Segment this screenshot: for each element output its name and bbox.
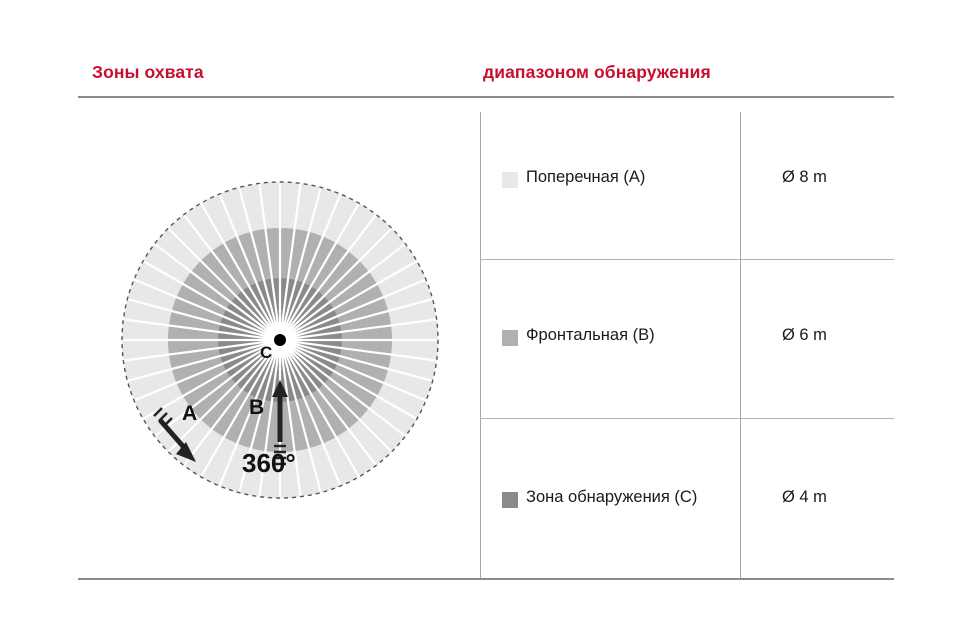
table-row [480,470,894,530]
zone-label-a: A [182,402,198,425]
sensor-center-dot [274,334,286,346]
bottom-divider [78,578,894,580]
legend-value-a: Ø 8 m [782,168,827,186]
legend-swatch-c [502,492,518,508]
legend-value-c: Ø 4 m [782,488,827,506]
legend-swatch-b [502,330,518,346]
legend-swatch-a [502,172,518,188]
page-title-detection-range: диапазоном обнаружения [483,62,711,82]
radial-zones-svg [110,170,450,510]
coverage-radial-diagram [110,170,450,510]
zone-label-b: B [249,396,265,419]
coverage-angle-label: 360° [242,448,296,478]
table-row [480,308,894,368]
table-row-divider-2 [480,418,894,419]
legend-value-b: Ø 6 m [782,326,827,344]
legend-label-b: Фронтальная (B) [526,326,655,344]
legend-label-a: Поперечная (A) [526,168,646,186]
table-row [480,150,894,210]
table-row-divider-1 [480,259,894,260]
top-divider [78,96,894,98]
page-title-coverage-zones: Зоны охвата [92,62,204,82]
legend-label-c: Зона обнаружения (C) [526,488,698,506]
zone-label-c: C [260,343,273,362]
